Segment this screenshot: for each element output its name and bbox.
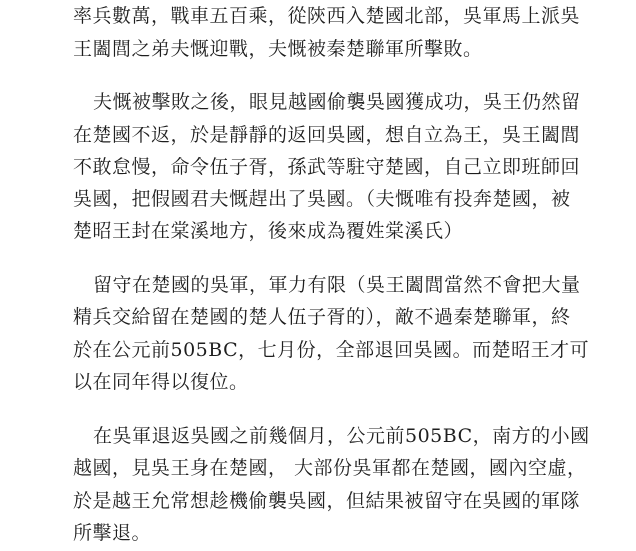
text-line: 留守在楚國的吳軍，軍力有限（吳王闔閭當然不會把大量 — [93, 274, 581, 296]
text-line: 精兵交給留在楚國的楚人伍子胥的），敵不過秦楚聯軍，終 — [73, 306, 571, 328]
text-line: 以在同年得以復位。 — [73, 371, 249, 393]
text-line: 王闔閭之弟夫慨迎戰，夫慨被秦楚聯軍所擊敗。 — [73, 38, 483, 60]
text-line: 於在公元前505BC，七月份，全部退回吳國。而楚昭王才可 — [73, 339, 590, 361]
text-line: 於是越王允常想趁機偷襲吳國，但結果被留守在吳國的軍隊 — [73, 490, 581, 512]
text-line: 不敢怠慢，命令伍子胥，孫武等駐守楚國，自己立即班師回 — [73, 156, 581, 178]
text-line: 楚昭王封在棠溪地方，後來成為覆姓棠溪氏） — [73, 220, 464, 242]
text-line: 所擊退。 — [73, 522, 152, 544]
text-line: 越國，見吳王身在楚國， 大部份吳軍都在楚國，國內空虛， — [73, 457, 587, 479]
text-line: 在楚國不返，於是靜靜的返回吳國，想自立為王，吳王闔閭 — [73, 124, 581, 146]
text-line: 夫慨被擊敗之後，眼見越國偷襲吳國獲成功，吳王仍然留 — [93, 91, 581, 113]
text-line: 吳國，把假國君夫慨趕出了吳國。（夫慨唯有投奔楚國，被 — [73, 188, 571, 210]
text-line: 在吳軍退返吳國之前幾個月，公元前505BC，南方的小國 — [93, 425, 590, 447]
text-line: 率兵數萬，戰車五百乘，從陝西入楚國北部，吳軍馬上派吳 — [73, 5, 581, 27]
